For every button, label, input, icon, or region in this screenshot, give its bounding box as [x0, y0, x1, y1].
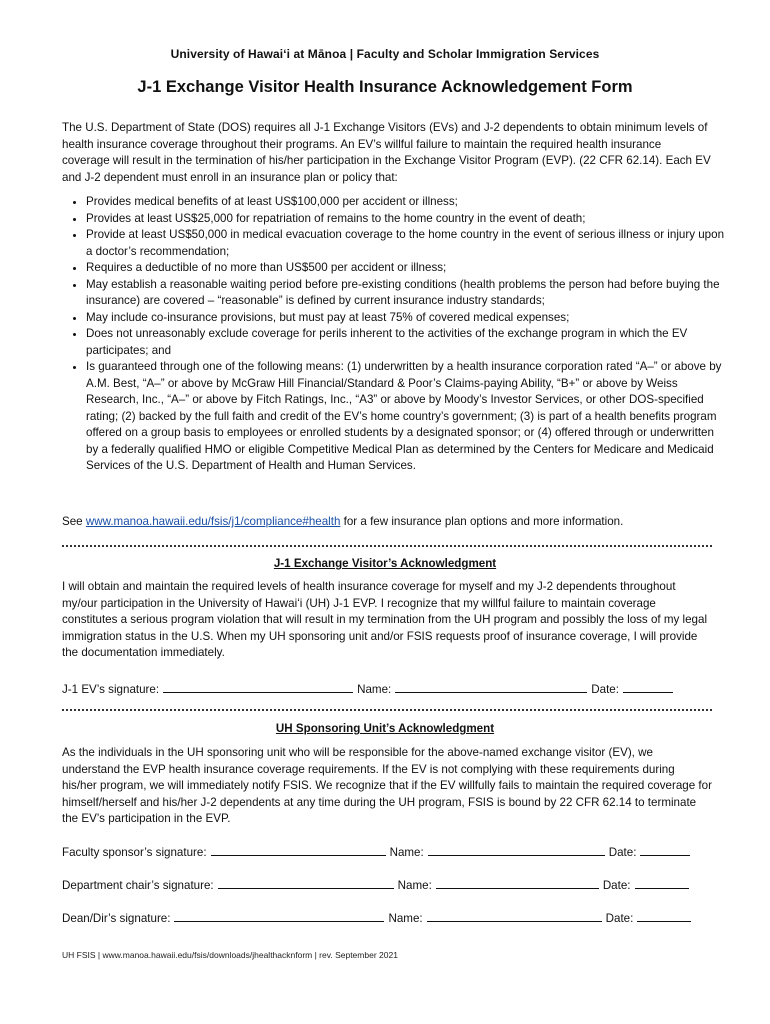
chair-name-field[interactable]	[436, 876, 599, 889]
faculty-signature-field[interactable]	[211, 843, 386, 856]
list-item: • Provide at least US$50,000 in medical evacuation coverage to the home country in the event of serious illness or injury upon a doctor’s recommendation;	[86, 227, 726, 260]
ev-name-field[interactable]	[395, 680, 587, 693]
dean-name-label: Name:	[388, 912, 423, 925]
dean-signature-field[interactable]	[174, 909, 384, 922]
ev-signature-label: J-1 EV’s signature:	[62, 683, 160, 696]
faculty-date-label: Date:	[608, 846, 637, 859]
intro-paragraph: The U.S. Department of State (DOS) requires all J-1 Exchange Visitors (EVs) and J-2 dependents to obtain minimum levels of health insurance coverage throughout their programs. An EV’s willful failure to maintain the required health insurance coverage will result in the termination of his/her participation in the Exchange Visitor Program (EVP). (22 CFR 62.14). Each EV and J-2 dependent must enroll in an insurance plan or policy that:	[62, 121, 711, 184]
ev-signature-row	[62, 680, 712, 698]
ev-ack-heading: J-1 Exchange Visitor’s Acknowledgment	[273, 557, 497, 570]
ev-date-field[interactable]	[623, 680, 673, 693]
ev-name-label: Name:	[357, 683, 392, 696]
list-item: • Provides at least US$25,000 for repatriation of remains to the home country in the event of death;	[86, 211, 726, 228]
page-footer: UH FSIS | www.manoa.hawaii.edu/fsis/downloads/jhealthacknform | rev. September 2021	[62, 950, 398, 960]
chair-name-label: Name:	[397, 879, 432, 892]
see-prefix: See	[62, 515, 86, 528]
dean-signature-row	[62, 909, 712, 927]
chair-date-label: Date:	[602, 879, 631, 892]
ev-date-label: Date:	[591, 683, 619, 696]
see-more-line	[62, 514, 712, 531]
requirements-list	[62, 194, 726, 475]
chair-date-field[interactable]	[635, 876, 689, 889]
faculty-name-field[interactable]	[428, 843, 605, 856]
section-divider	[62, 709, 712, 711]
dean-date-field[interactable]	[637, 909, 691, 922]
section-divider	[62, 545, 712, 547]
chair-signature-field[interactable]	[218, 876, 394, 889]
unit-ack-paragraph: As the individuals in the UH sponsoring unit who will be responsible for the above-named exchange visitor (EV), we understand the EVP health insurance coverage requirements. If the EV is not complying with these requirements during his/her program, we will immediately notify FSIS. We recognize that if the EV willfully fails to maintain the required coverage for himself/herself and his/her J-2 dependents at any time during the UH program, FSIS is bound by 22 CFR 62.14 to terminate the EV’s participation in the EVP.	[62, 746, 712, 825]
chair-signature-label: Department chair’s signature:	[62, 879, 214, 892]
see-suffix: for a few insurance plan options and more information.	[340, 515, 624, 528]
faculty-date-field[interactable]	[640, 843, 690, 856]
dean-name-field[interactable]	[427, 909, 602, 922]
list-item: • Provides medical benefits of at least US$100,000 per accident or illness;	[86, 194, 726, 211]
chair-signature-row	[62, 876, 712, 894]
form-title: J-1 Exchange Visitor Health Insurance Acknowledgement Form	[137, 78, 633, 96]
list-item: • Does not unreasonably exclude coverage for perils inherent to the activities of the exchange program in which the EV participates; and	[86, 326, 726, 359]
list-item: • May establish a reasonable waiting period before pre-existing conditions (health problems the person had before buying the insurance) are covered – “reasonable” is defined by current insurance industry standards;	[86, 277, 726, 310]
dean-date-label: Date:	[605, 912, 634, 925]
faculty-signature-row	[62, 843, 712, 861]
list-item: • Is guaranteed through one of the following means: (1) underwritten by a health insurance corporation rated “A–” or above by A.M. Best, “A–” or above by McGraw Hill Financial/Standard & Poor’s Claims-paying Ability, “B+” or above by Weiss Research, Inc., “A–” or above by Fitch Ratings, Inc., “A3” or above by Moody’s Investor Services, or other DOS-specified rating; (2) backed by the full faith and credit of the EV’s home country’s government; (3) is part of a health benefits program offered on a group basis to employees or enrolled students by a designated sponsor; or (4) offered through or underwritten by a federally qualified HMO or eligible Competitive Medical Plan as determined by the Centers for Medicare and Medicaid Services of the U.S. Department of Health and Human Services.	[86, 359, 726, 475]
faculty-signature-label: Faculty sponsor’s signature:	[62, 846, 207, 859]
list-item: • Requires a deductible of no more than US$500 per accident or illness;	[86, 260, 726, 277]
ev-signature-field[interactable]	[163, 680, 353, 693]
list-item: • May include co-insurance provisions, but must pay at least 75% of covered medical expenses;	[86, 310, 726, 327]
ev-ack-paragraph: I will obtain and maintain the required levels of health insurance coverage for myself and my J-2 dependents throughout my/our participation in the University of Hawaiʻi (UH) J-1 EVP. I recognize that my willful failure to maintain coverage constitutes a serious program violation that will result in my termination from the UH program and possibly the loss of my legal immigration status in the U.S. When my UH sponsoring unit and/or FSIS requests proof of insurance coverage, I will provide the documentation immediately.	[62, 580, 708, 659]
header-org-line: University of Hawaiʻi at Mānoa | Faculty and Scholar Immigration Services	[170, 47, 600, 61]
unit-ack-heading: UH Sponsoring Unit’s Acknowledgment	[275, 722, 495, 735]
compliance-link[interactable]: www.manoa.hawaii.edu/fsis/j1/compliance#health	[85, 515, 341, 528]
faculty-name-label: Name:	[389, 846, 424, 859]
dean-signature-label: Dean/Dir’s signature:	[62, 912, 171, 925]
